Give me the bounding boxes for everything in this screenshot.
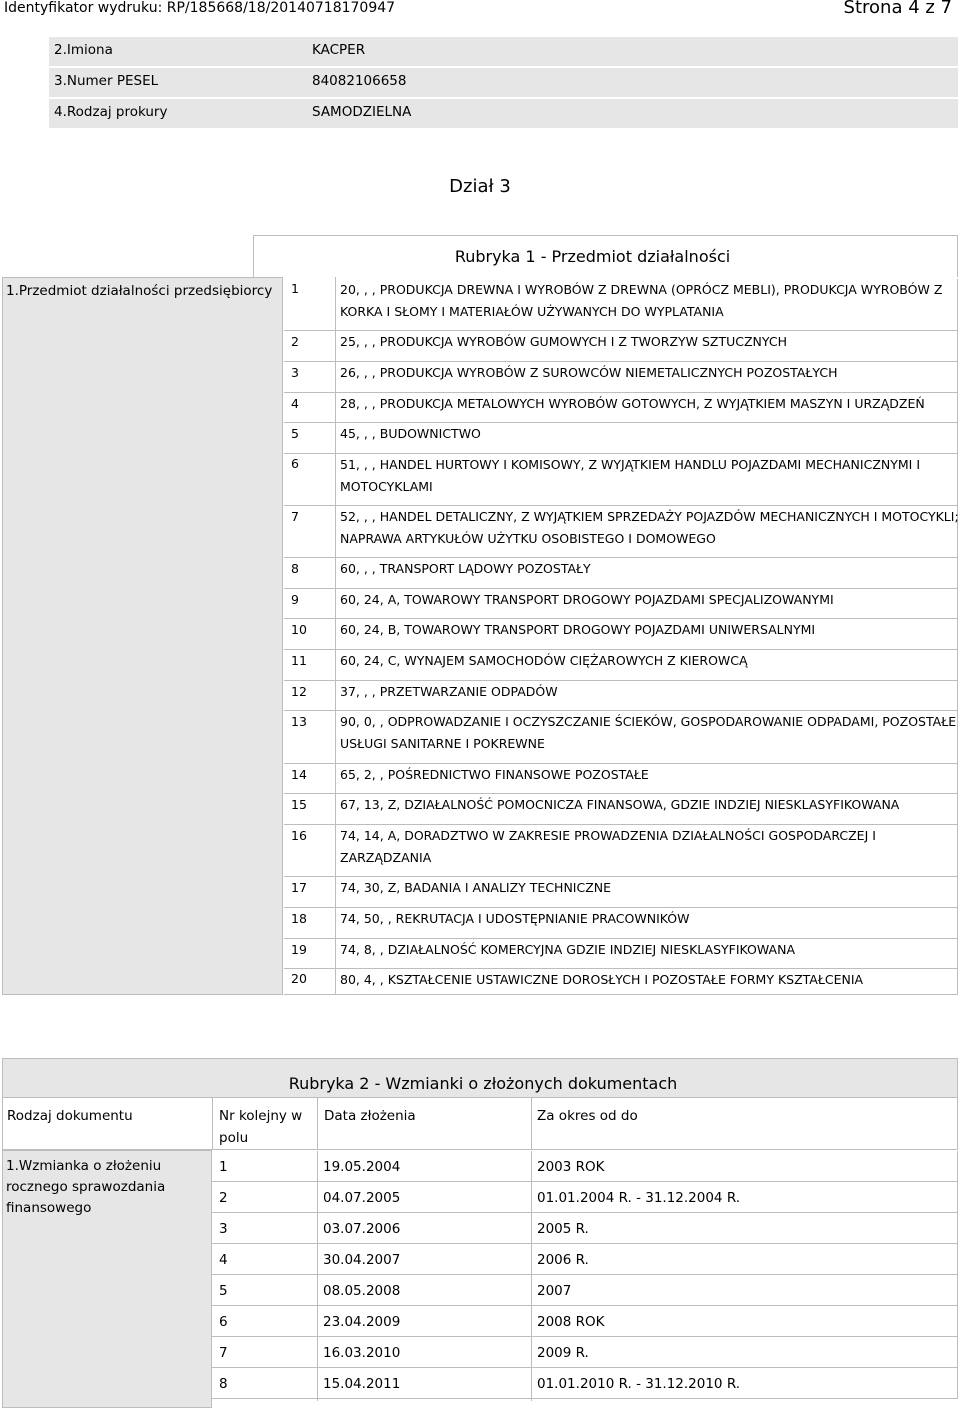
- item-text: 25, , , PRODUKCJA WYROBÓW GUMOWYCH I Z TWORZYW SZTUCZNYCH: [340, 334, 787, 349]
- list-item: [284, 764, 958, 794]
- row-date: 30.04.2007: [323, 1252, 401, 1268]
- item-number: 12: [291, 684, 307, 699]
- list-item: [284, 506, 958, 558]
- row-nr: 6: [219, 1314, 228, 1330]
- item-number: 8: [291, 561, 299, 576]
- item-number: 19: [291, 942, 307, 957]
- item-text: 52, , , HANDEL DETALICZNY, Z WYJĄTKIEM SPRZEDAŻY POJAZDÓW MECHANICZNYCH I MOTOCYKLI; NAPRAWA ARTYKUŁÓW UŻYTKU OSOBISTEGO I DOMOWEGO: [340, 509, 959, 546]
- item-number: 11: [291, 653, 307, 668]
- item-number: 6: [291, 456, 299, 471]
- rubryka1-label-cell: [2, 277, 283, 995]
- row-period: 2009 R.: [537, 1345, 589, 1361]
- item-text: 74, 50, , REKRUTACJA I UDOSTĘPNIANIE PRACOWNIKÓW: [340, 911, 690, 926]
- person-value: 84082106658: [312, 73, 407, 89]
- row-period: 2008 ROK: [537, 1314, 605, 1330]
- rubryka2-label: 1.Wzmianka o złożeniu rocznego sprawozdania finansowego: [6, 1158, 166, 1216]
- list-item: [284, 619, 958, 650]
- item-number: 10: [291, 622, 307, 637]
- row-nr: 1: [219, 1159, 228, 1175]
- item-text: 90, 0, , ODPROWADZANIE I OCZYSZCZANIE ŚCIEKÓW, GOSPODAROWANIE ODPADAMI, POZOSTAŁE USŁUGI SANITARNE I POKREWNE: [340, 714, 957, 751]
- item-text: 80, 4, , KSZTAŁCENIE USTAWICZNE DOROSŁYCH I POZOSTAŁE FORMY KSZTAŁCENIA: [340, 972, 864, 987]
- item-number: 7: [291, 509, 299, 524]
- list-item: [284, 969, 958, 995]
- list-item: [284, 279, 958, 331]
- row-date: 23.04.2009: [323, 1314, 401, 1330]
- row-date: 08.05.2008: [323, 1283, 401, 1299]
- person-label: 3.Numer PESEL: [54, 73, 159, 89]
- item-text: 74, 14, A, DORADZTWO W ZAKRESIE PROWADZENIA DZIAŁALNOŚCI GOSPODARCZEJ I ZARZĄDZANIA: [340, 828, 876, 865]
- item-text: 67, 13, Z, DZIAŁALNOŚĆ POMOCNICZA FINANSOWA, GDZIE INDZIEJ NIESKLASYFIKOWANA: [340, 797, 900, 812]
- column-header-date: Data złożenia: [324, 1108, 416, 1124]
- rubryka1-label: 1.Przedmiot działalności przedsiębiorcy: [6, 283, 273, 299]
- person-value: SAMODZIELNA: [312, 104, 412, 120]
- list-item: [284, 794, 958, 825]
- table-row: [212, 1337, 958, 1368]
- rubryka2-column-header-row: [2, 1098, 958, 1150]
- column-divider: [317, 1151, 318, 1401]
- person-row-names: [49, 37, 958, 66]
- row-date: 15.04.2011: [323, 1376, 401, 1392]
- person-label: 2.Imiona: [54, 42, 113, 58]
- rubryka1-title: Rubryka 1 - Przedmiot działalności: [454, 247, 731, 266]
- item-text: 74, 30, Z, BADANIA I ANALIZY TECHNICZNE: [340, 880, 612, 895]
- item-number: 16: [291, 828, 307, 843]
- item-number: 4: [291, 396, 299, 411]
- table-row: [212, 1182, 958, 1213]
- row-period: 2007: [537, 1283, 572, 1299]
- item-number: 15: [291, 797, 307, 812]
- table-row: [212, 1306, 958, 1337]
- item-text: 60, , , TRANSPORT LĄDOWY POZOSTAŁY: [340, 561, 591, 576]
- person-value: KACPER: [312, 42, 366, 58]
- row-nr: 5: [219, 1283, 228, 1299]
- person-label: 4.Rodzaj prokury: [54, 104, 168, 120]
- item-text: 37, , , PRZETWARZANIE ODPADÓW: [340, 684, 558, 699]
- item-text: 60, 24, B, TOWAROWY TRANSPORT DROGOWY POJAZDAMI UNIWERSALNYMI: [340, 622, 816, 637]
- column-divider: [212, 1098, 213, 1150]
- person-row-pesel: [49, 68, 958, 97]
- item-number: 17: [291, 880, 307, 895]
- list-item: [284, 362, 958, 393]
- list-item: [284, 825, 958, 877]
- column-header-doc-type: Rodzaj dokumentu: [7, 1108, 133, 1124]
- list-item: [284, 558, 958, 589]
- list-item: [284, 423, 958, 454]
- row-period: 2006 R.: [537, 1252, 589, 1268]
- page-number: Strona 4 z 7: [843, 0, 952, 18]
- item-number: 18: [291, 911, 307, 926]
- table-row: [212, 1213, 958, 1244]
- item-number: 2: [291, 334, 299, 349]
- column-divider: [531, 1151, 532, 1401]
- list-item: [284, 711, 958, 764]
- list-item: [284, 650, 958, 681]
- table-row: [212, 1368, 958, 1399]
- list-item: [284, 681, 958, 711]
- table-row: [212, 1244, 958, 1275]
- item-text: 26, , , PRODUKCJA WYROBÓW Z SUROWCÓW NIEMETALICZNYCH POZOSTAŁYCH: [340, 365, 838, 380]
- row-period: 01.01.2004 R. - 31.12.2004 R.: [537, 1190, 741, 1206]
- item-text: 65, 2, , POŚREDNICTWO FINANSOWE POZOSTAŁE: [340, 767, 649, 782]
- item-text: 20, , , PRODUKCJA DREWNA I WYROBÓW Z DREWNA (OPRÓCZ MEBLI), PRODUKCJA WYROBÓW Z KORKA I SŁOMY I MATERIAŁÓW UŻYWANYCH DO WYPLATANIA: [340, 282, 943, 319]
- print-identifier: Identyfikator wydruku: RP/185668/18/20140718170947: [4, 0, 396, 16]
- list-item: [284, 331, 958, 362]
- item-number: 14: [291, 767, 307, 782]
- rubryka2-title: Rubryka 2 - Wzmianki o złożonych dokumentach: [288, 1074, 678, 1093]
- column-divider: [317, 1098, 318, 1150]
- item-number: 13: [291, 714, 307, 729]
- item-number: 20: [291, 971, 307, 986]
- item-text: 74, 8, , DZIAŁALNOŚĆ KOMERCYJNA GDZIE INDZIEJ NIESKLASYFIKOWANA: [340, 942, 795, 957]
- row-date: 19.05.2004: [323, 1159, 401, 1175]
- item-text: 60, 24, A, TOWAROWY TRANSPORT DROGOWY POJAZDAMI SPECJALIZOWANYMI: [340, 592, 834, 607]
- item-number: 9: [291, 592, 299, 607]
- row-nr: 8: [219, 1376, 228, 1392]
- list-item: [284, 589, 958, 619]
- list-item: [284, 393, 958, 423]
- person-row-prokura: [49, 99, 958, 128]
- item-number: 1: [291, 281, 299, 296]
- item-number: 3: [291, 365, 299, 380]
- row-date: 03.07.2006: [323, 1221, 401, 1237]
- item-text: 45, , , BUDOWNICTWO: [340, 426, 481, 441]
- row-date: 04.07.2005: [323, 1190, 401, 1206]
- item-number: 5: [291, 426, 299, 441]
- row-period: 01.01.2010 R. - 31.12.2010 R.: [537, 1376, 741, 1392]
- list-item: [284, 454, 958, 506]
- table-row: [212, 1275, 958, 1306]
- row-period: 2003 ROK: [537, 1159, 605, 1175]
- row-nr: 3: [219, 1221, 228, 1237]
- column-header-nr: Nr kolejny w polu: [219, 1108, 303, 1146]
- row-nr: 2: [219, 1190, 228, 1206]
- item-text: 60, 24, C, WYNAJEM SAMOCHODÓW CIĘŻAROWYCH Z KIEROWCĄ: [340, 653, 748, 668]
- row-date: 16.03.2010: [323, 1345, 401, 1361]
- column-header-period: Za okres od do: [537, 1108, 638, 1124]
- list-item: [284, 877, 958, 908]
- item-text: 28, , , PRODUKCJA METALOWYCH WYROBÓW GOTOWYCH, Z WYJĄTKIEM MASZYN I URZĄDZEŃ: [340, 396, 925, 411]
- table-row: [212, 1151, 958, 1182]
- print-header: [0, 0, 960, 22]
- list-item: [284, 939, 958, 969]
- row-nr: 7: [219, 1345, 228, 1361]
- list-item: [284, 908, 958, 939]
- item-text: 51, , , HANDEL HURTOWY I KOMISOWY, Z WYJĄTKIEM HANDLU POJAZDAMI MECHANICZNYMI I MOTOCYKLAMI: [340, 457, 921, 494]
- column-divider: [531, 1098, 532, 1150]
- row-nr: 4: [219, 1252, 228, 1268]
- section-title: Dział 3: [449, 176, 511, 197]
- row-period: 2005 R.: [537, 1221, 589, 1237]
